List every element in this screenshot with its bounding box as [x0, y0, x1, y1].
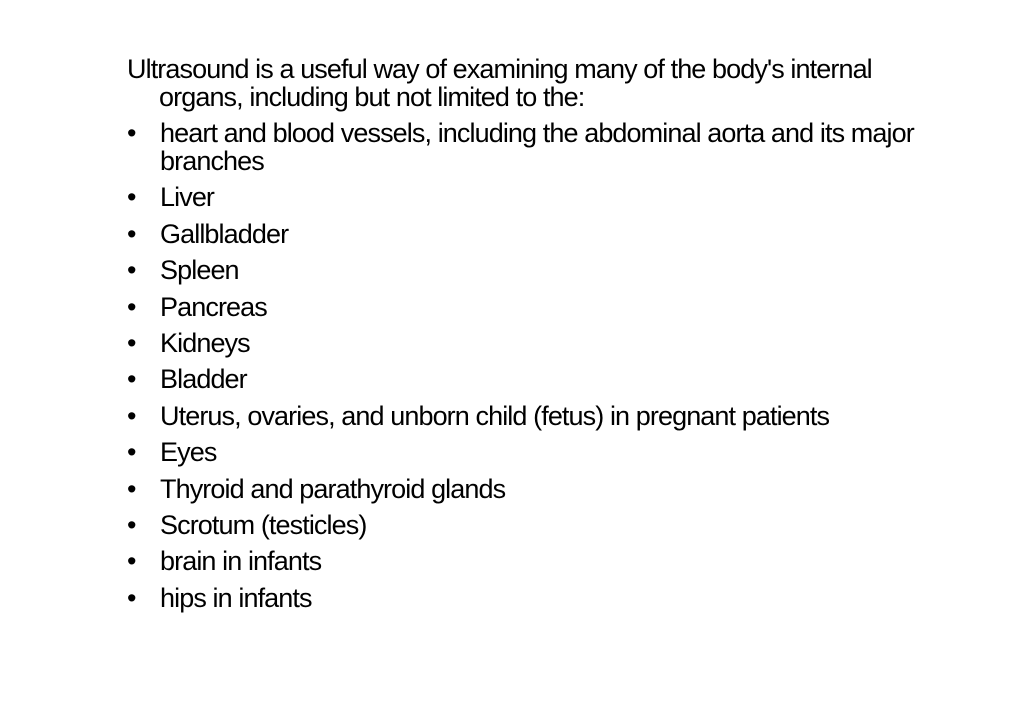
list-item-uterus: [127, 402, 917, 430]
list-item-text: Spleen: [160, 255, 239, 286]
list-item-eyes: [127, 438, 917, 466]
bullet-icon: •: [127, 509, 136, 540]
list-item-liver: [127, 183, 917, 211]
list-item-hips: [127, 584, 917, 612]
bullet-icon: •: [127, 473, 136, 504]
list-item-text: Scrotum (testicles): [160, 509, 367, 540]
list-item-heart: [127, 119, 917, 175]
intro-paragraph: Ultrasound is a useful way of examining many of the body's internal organs, including but not limited to the:: [127, 54, 872, 112]
list-item-text: Pancreas: [160, 291, 267, 322]
list-item-scrotum: [127, 511, 917, 539]
list-item-text: hips in infants: [160, 582, 312, 613]
bullet-icon: •: [127, 255, 136, 286]
bullet-icon: •: [127, 218, 136, 249]
list-item-text: Eyes: [160, 437, 217, 468]
bullet-icon: •: [127, 327, 136, 358]
slide-content: [127, 55, 917, 620]
list-item-text: Uterus, ovaries, and unborn child (fetus) in pregnant patients: [160, 400, 830, 431]
bullet-icon: •: [127, 291, 136, 322]
list-item-text: Gallbladder: [160, 218, 289, 249]
list-item-spleen: [127, 256, 917, 284]
list-item-text: brain in infants: [160, 546, 322, 577]
list-item-brain: [127, 547, 917, 575]
bullet-icon: •: [127, 182, 136, 213]
bullet-icon: •: [127, 582, 136, 613]
bullet-icon: •: [127, 437, 136, 468]
list-item-kidneys: [127, 329, 917, 357]
list-item-bladder: [127, 365, 917, 393]
list-item-thyroid: [127, 475, 917, 503]
list-item-text: Kidneys: [160, 327, 250, 358]
organ-list: [127, 119, 917, 612]
list-item-text: Liver: [160, 182, 215, 213]
list-item-text: Bladder: [160, 364, 247, 395]
list-item-text: Thyroid and parathyroid glands: [160, 473, 506, 504]
bullet-icon: •: [127, 400, 136, 431]
list-item-text: heart and blood vessels, including the abdominal aorta and its major branches: [160, 118, 914, 176]
bullet-icon: •: [127, 546, 136, 577]
bullet-icon: •: [127, 364, 136, 395]
bullet-icon: •: [127, 118, 136, 148]
list-item-gallbladder: [127, 220, 917, 248]
list-item-pancreas: [127, 293, 917, 321]
